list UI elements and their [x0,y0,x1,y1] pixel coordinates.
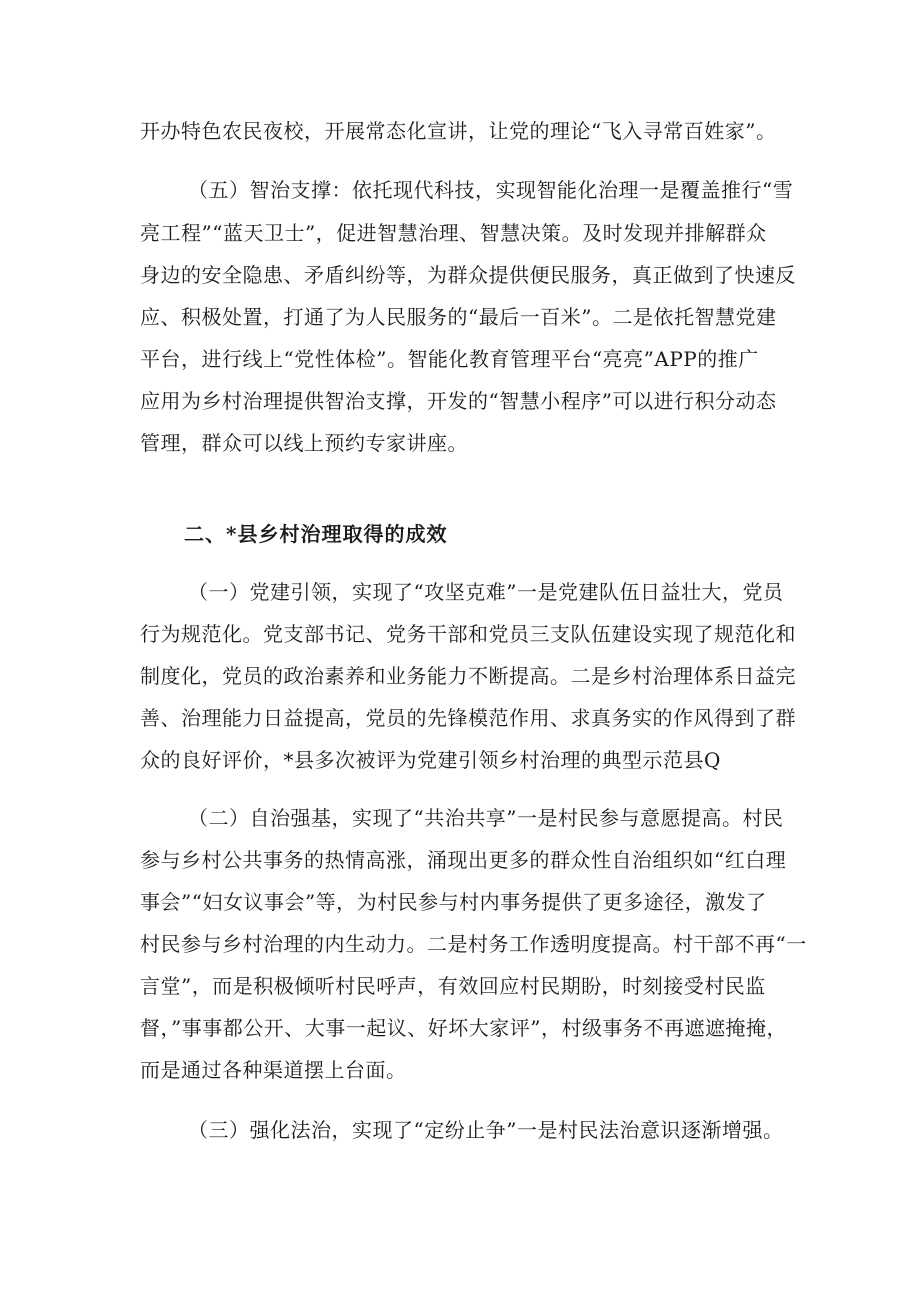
text-line: 行为规范化。党支部书记、党务干部和党员三支队伍建设实现了规范化和 [140,622,796,646]
text-line: 平台，进行线上“党性体检”。智能化教育管理平台“亮亮”APP的推广 [140,347,759,371]
text-line: 制度化，党员的政治素养和业务能力不断提高。二是乡村治理体系日益完 [140,664,796,688]
text-line: 言堂”，而是积极倾听村民呼声，有效回应村民期盼，时刻接受村民监 [140,974,766,998]
text-line: 身边的安全隐患、矛盾纠纷等，为群众提供便民服务，真正做到了快速反 [140,263,796,287]
text-line: 而是通过各种渠道摆上台面。 [140,1058,407,1082]
text-line: 亮工程”“蓝天卫士”，促进智慧治理、智慧决策。及时发现并排解群众 [140,221,767,245]
text-line: 应用为乡村治理提供智治支撑，开发的“智慧小程序”可以进行积分动态 [140,389,777,413]
text-line: 村民参与乡村治理的内生动力。二是村务工作透明度提高。村干部不再“一 [140,932,807,956]
text-line: 管理，群众可以线上预约专家讲座。 [140,431,468,455]
text-line: 督，”事事都公开、大事一起议、好坏大家评”，村级事务不再遮遮掩掩， [140,1016,787,1040]
paragraph-line: （二）自治强基，实现了“共治共享”一是村民参与意愿提高。村民 [188,806,784,830]
paragraph-line: （一）党建引领，实现了“攻坚克难”一是党建队伍日益壮大，党员 [188,580,784,604]
text-line: 事会”“妇女议事会”等，为村民参与村内事务提供了更多途径，激发了 [140,890,767,914]
paragraph-line: （五）智治支撑：依托现代科技，实现智能化治理一是覆盖推行“雪 [188,178,794,202]
section-heading: 二、*县乡村治理取得的成效 [184,522,448,546]
paragraph-line: （三）强化法治，实现了“定纷止争”一是村民法治意识逐渐增强。 [188,1118,784,1142]
text-line: 应、积极处置，打通了为人民服务的“最后一百米”。二是依托智慧党建 [140,305,777,329]
text-line: 众的良好评价，*县多次被评为党建引领乡村治理的典型示范县Q [140,748,721,772]
text-line: 参与乡村公共事务的热情高涨，涌现出更多的群众性自治组织如“红白理 [140,848,787,872]
text-line: 开办特色农民夜校，开展常态化宣讲，让党的理论“飞入寻常百姓家”。 [140,119,777,143]
text-line: 善、治理能力日益提高，党员的先锋模范作用、求真务实的作风得到了群 [140,706,796,730]
